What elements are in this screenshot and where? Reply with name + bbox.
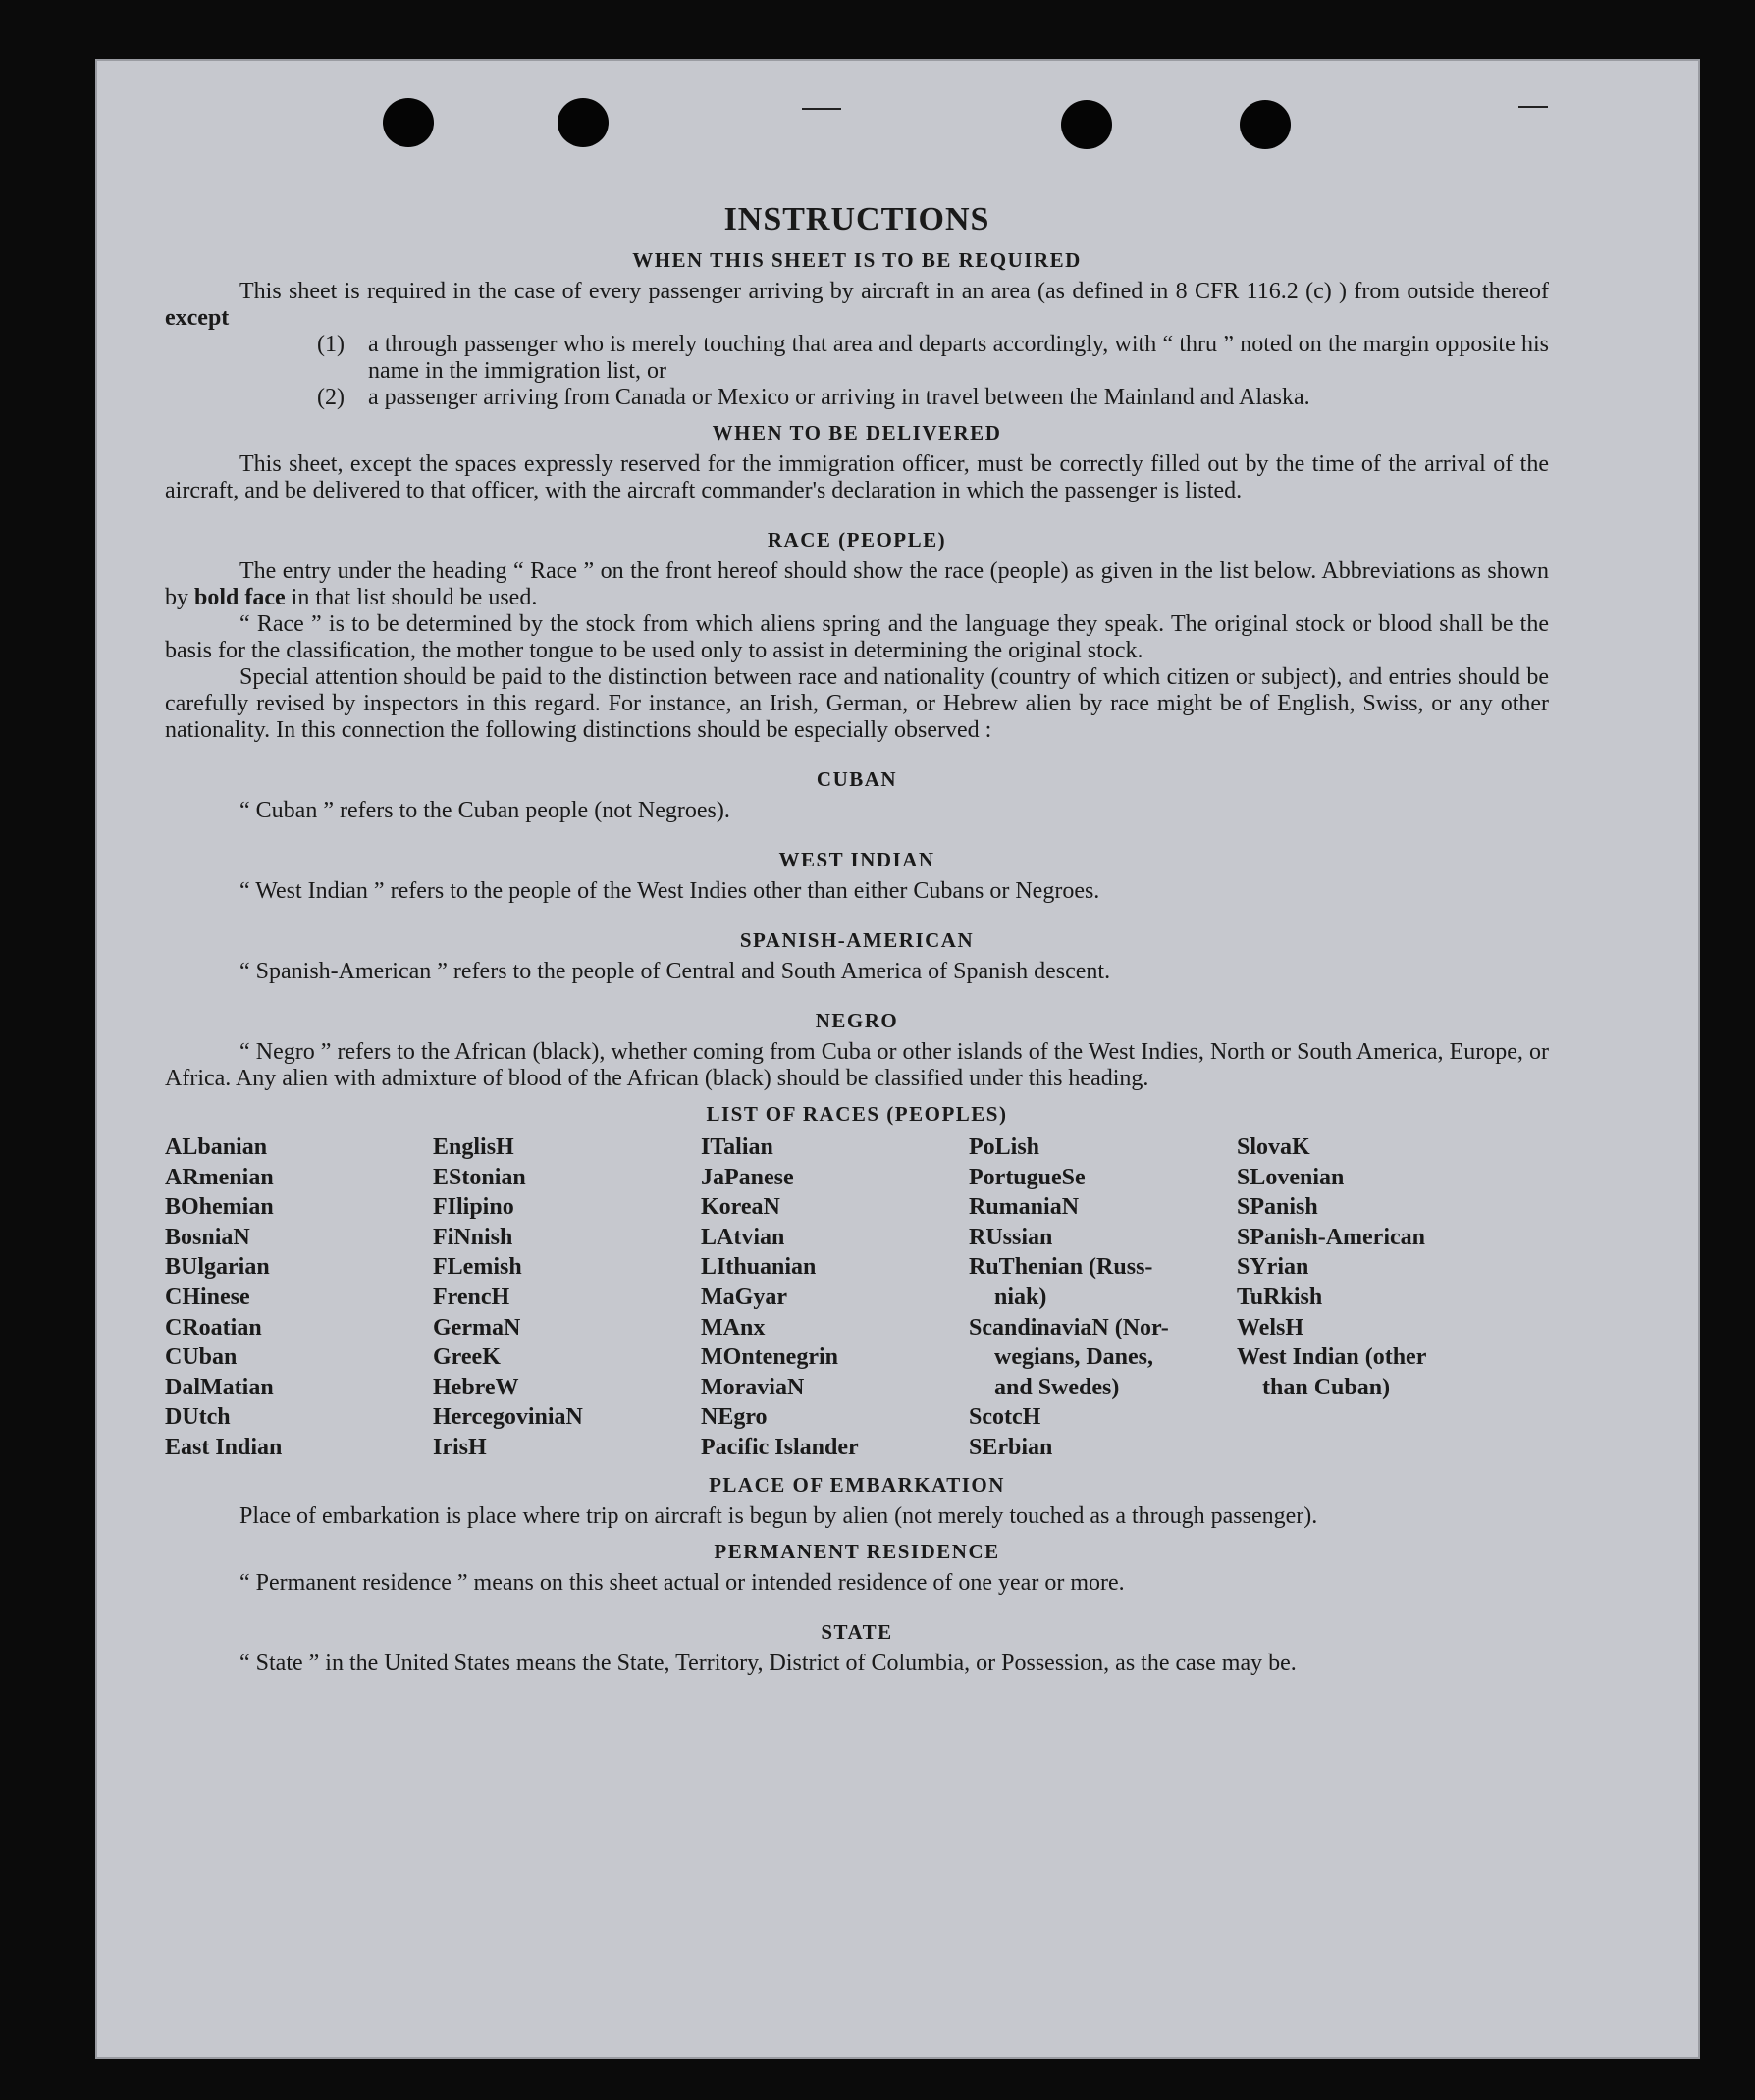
race-entry: Pacific Islander bbox=[701, 1434, 859, 1460]
race-entry: CUban bbox=[165, 1344, 238, 1371]
race-entry: BUlgarian bbox=[165, 1254, 270, 1281]
race-entry: LIthuanian bbox=[701, 1254, 817, 1281]
race-entry: BosniaN bbox=[165, 1224, 250, 1250]
race-paragraph-1: The entry under the heading “ Race ” on the front hereof should show the race (people) as given in the list below. Abbreviations as shown by bold face in that list should be used. bbox=[165, 558, 1549, 610]
scan-mark bbox=[1518, 106, 1548, 108]
race-entry: wegians, Danes, bbox=[994, 1344, 1154, 1371]
race-entry: MaGyar bbox=[701, 1284, 787, 1310]
heading-list-of-races: LIST OF RACES (PEOPLES) bbox=[706, 1102, 1008, 1126]
race-entry: SlovaK bbox=[1237, 1134, 1310, 1160]
race-entry: PortugueSe bbox=[969, 1164, 1086, 1190]
race-paragraph-2: “ Race ” is to be determined by the stock from which aliens spring and the language they speak. The original stock or blood shall be the basis for the classification, the mother tongue to be used only to assist in determining the original stock. bbox=[165, 611, 1549, 663]
embarkation-text: Place of embarkation is place where trip on aircraft is begun by alien (not merely touched as a through passenger). bbox=[239, 1502, 1318, 1529]
heading-race: RACE (PEOPLE) bbox=[767, 528, 947, 551]
spanish-american-text: “ Spanish-American ” refers to the people of Central and South America of Spanish descent. bbox=[239, 959, 1111, 984]
race-entry: West Indian (other bbox=[1237, 1344, 1427, 1371]
race-column-4 bbox=[969, 1132, 1237, 1463]
heading-state: STATE bbox=[821, 1619, 893, 1644]
race-entry: FLemish bbox=[433, 1254, 522, 1281]
race-entry: EStonian bbox=[433, 1164, 526, 1190]
race-entry: ITalian bbox=[701, 1134, 773, 1160]
race-entry: FrencH bbox=[433, 1284, 510, 1310]
race-entry: SErbian bbox=[969, 1434, 1053, 1460]
race-entry: CHinese bbox=[165, 1284, 250, 1310]
race-column-1 bbox=[165, 1132, 433, 1463]
race-entry: SPanish bbox=[1237, 1194, 1318, 1221]
race-entry: EnglisH bbox=[433, 1134, 514, 1160]
race-entry: ScotcH bbox=[969, 1404, 1041, 1431]
state-text: “ State ” in the United States means the State, Territory, District of Columbia, or Possession, as the case may be. bbox=[239, 1650, 1297, 1676]
heading-negro: NEGRO bbox=[815, 1009, 899, 1032]
negro-text: “ Negro ” refers to the African (black), whether coming from Cuba or other islands of the West Indies, North or South America, Europe, or Africa. Any alien with admixture of blood of the African (black) should be classified under this heading. bbox=[165, 1039, 1549, 1091]
race-entry: RumaniaN bbox=[969, 1194, 1080, 1221]
race-entry: niak) bbox=[994, 1284, 1047, 1310]
race-entry: RUssian bbox=[969, 1224, 1053, 1250]
race-entry: KoreaN bbox=[701, 1194, 780, 1221]
race-entry: CRoatian bbox=[165, 1314, 262, 1340]
race-entry: SLovenian bbox=[1237, 1164, 1345, 1190]
race-entry: GreeK bbox=[433, 1344, 501, 1371]
race-entry: ARmenian bbox=[165, 1164, 274, 1190]
heading-residence: PERMANENT RESIDENCE bbox=[714, 1539, 1000, 1563]
race-entry: and Swedes) bbox=[994, 1374, 1120, 1400]
race-column-5 bbox=[1237, 1132, 1521, 1463]
race-entry: MoraviaN bbox=[701, 1374, 805, 1400]
race-entry: HebreW bbox=[433, 1374, 519, 1400]
race-entry: ALbanian bbox=[165, 1134, 268, 1160]
heading-when-delivered: WHEN TO BE DELIVERED bbox=[712, 421, 1002, 445]
race-entry: East Indian bbox=[165, 1434, 283, 1460]
race-entry: than Cuban) bbox=[1262, 1374, 1391, 1400]
race-entry: PoLish bbox=[969, 1134, 1040, 1160]
race-entry: DalMatian bbox=[165, 1374, 274, 1400]
exception-item-2: (2) a passenger arriving from Canada or Mexico or arriving in travel between the Mainland and Alaska. bbox=[317, 385, 1310, 410]
race-entry: RuThenian (Russ- bbox=[969, 1254, 1153, 1281]
exception-item-1: (1) a through passenger who is merely touching that area and departs accordingly, with “ thru ” noted on the margin opposite his name in the immigration list, or bbox=[317, 332, 1549, 384]
race-entry: IrisH bbox=[433, 1434, 487, 1460]
race-entry: BOhemian bbox=[165, 1194, 274, 1221]
race-entry: ScandinaviaN (Nor- bbox=[969, 1314, 1169, 1340]
race-entry: FiNnish bbox=[433, 1224, 513, 1250]
race-column-3 bbox=[701, 1132, 969, 1463]
page-title: INSTRUCTIONS bbox=[723, 201, 990, 237]
race-entry: DUtch bbox=[165, 1404, 231, 1431]
race-entry: GermaN bbox=[433, 1314, 521, 1340]
when-required-intro: This sheet is required in the case of every passenger arriving by aircraft in an area (as defined in 8 CFR 116.2 (c) ) from outside thereof except bbox=[165, 279, 1549, 331]
race-entry: HercegoviniaN bbox=[433, 1404, 583, 1431]
heading-spanish-american: SPANISH-AMERICAN bbox=[739, 928, 975, 952]
instructions-content bbox=[165, 137, 1549, 1677]
race-column-2 bbox=[433, 1132, 701, 1463]
race-entry: FIlipino bbox=[433, 1194, 514, 1221]
race-entry: SYrian bbox=[1237, 1254, 1309, 1281]
residence-text: “ Permanent residence ” means on this sheet actual or intended residence of one year or more. bbox=[239, 1569, 1125, 1596]
race-entry: MAnx bbox=[701, 1314, 766, 1340]
heading-when-required: WHEN THIS SHEET IS TO BE REQUIRED bbox=[632, 248, 1082, 272]
race-entry: MOntenegrin bbox=[701, 1344, 838, 1371]
heading-embarkation: PLACE OF EMBARKATION bbox=[709, 1472, 1005, 1496]
when-delivered-text: This sheet, except the spaces expressly reserved for the immigration officer, must be correctly filled out by the time of the arrival of the aircraft, and be delivered to that officer, with the aircraft commander's declaration in which the passenger is listed. bbox=[165, 451, 1549, 503]
heading-cuban: CUBAN bbox=[816, 767, 898, 791]
west-indian-text: “ West Indian ” refers to the people of the West Indies other than either Cubans or Negroes. bbox=[239, 878, 1100, 904]
race-entry: WelsH bbox=[1237, 1314, 1304, 1340]
cuban-text: “ Cuban ” refers to the Cuban people (not Negroes). bbox=[239, 798, 730, 823]
scan-mark bbox=[802, 108, 841, 110]
race-entry: LAtvian bbox=[701, 1224, 785, 1250]
race-entry: NEgro bbox=[701, 1404, 768, 1431]
race-entry: JaPanese bbox=[701, 1164, 794, 1190]
race-entry: SPanish-American bbox=[1237, 1224, 1425, 1250]
race-entry: TuRkish bbox=[1237, 1284, 1323, 1310]
heading-west-indian: WEST INDIAN bbox=[778, 848, 935, 871]
race-list bbox=[165, 1132, 1549, 1463]
race-paragraph-3: Special attention should be paid to the distinction between race and nationality (country of which citizen or subject), and entries should be carefully revised by inspectors in this regard. For instance, an Irish, German, or Hebrew alien by race might be of English, Swiss, or any other nationality. In this connection the following distinctions should be especially observed : bbox=[165, 664, 1549, 743]
